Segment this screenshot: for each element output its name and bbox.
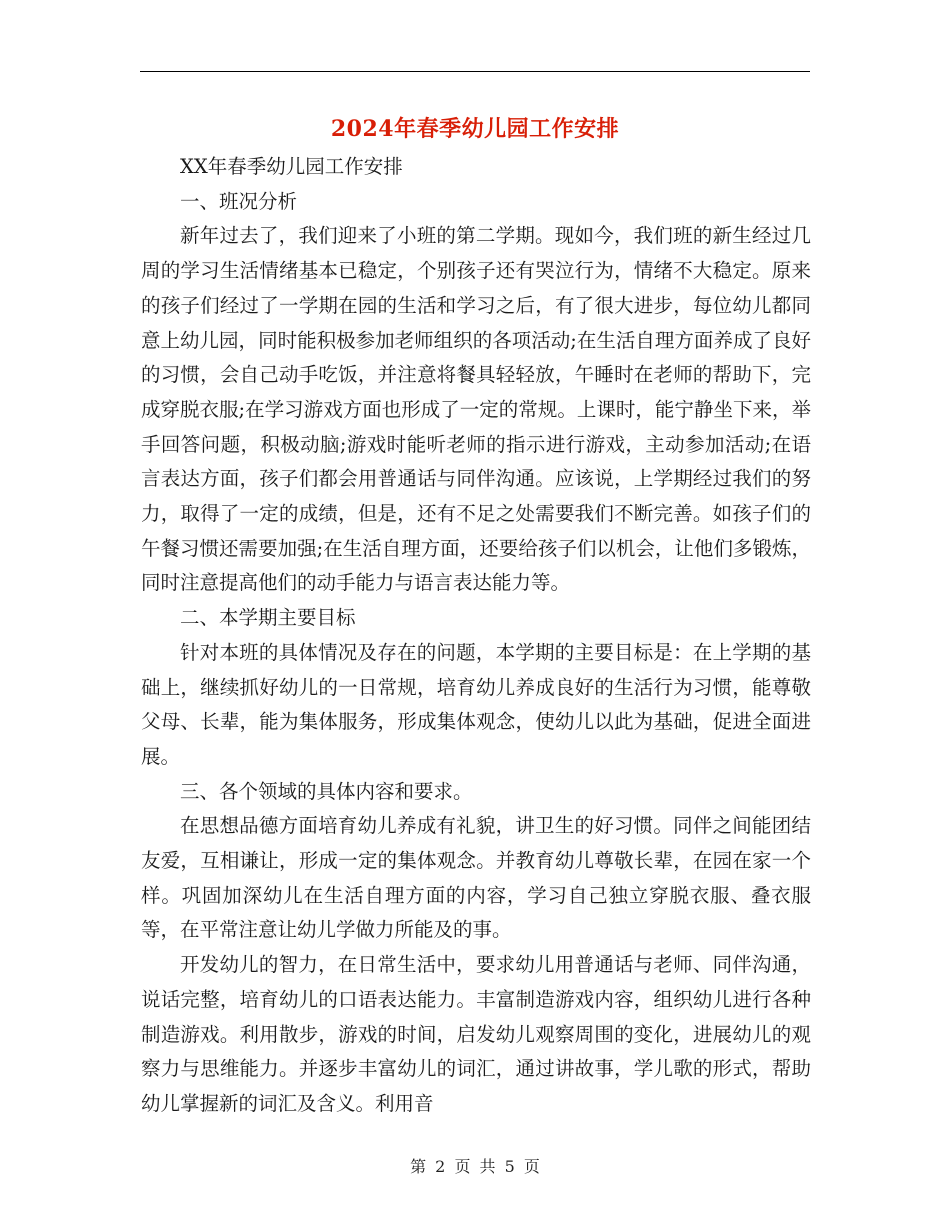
section-heading-class-analysis: 一、班况分析	[180, 189, 298, 213]
header-rule	[140, 71, 810, 72]
section-heading-domain-content: 三、各个领域的具体内容和要求。	[180, 779, 473, 803]
body-paragraph: 针对本班的具体情况及存在的问题，本学期的主要目标是：在上学期的基础上，继续抓好幼儿的一日常规，培育幼儿养成良好的生活行为习惯，能尊敬父母、长辈，能为集体服务，形成集体观念，使幼儿以此为基础，促进全面进展。	[141, 640, 811, 768]
section-heading-main-goals: 二、本学期主要目标	[180, 606, 356, 630]
document-body	[141, 150, 811, 1122]
document-title: 2024年春季幼儿园工作安排	[330, 116, 620, 142]
page-number-footer: 第 2 页 共 5 页	[410, 1157, 540, 1176]
subtitle-paragraph: XX年春季幼儿园工作安排	[180, 155, 403, 178]
body-paragraph: 在思想品德方面培育幼儿养成有礼貌，讲卫生的好习惯。同伴之间能团结友爱，互相谦让，形成一定的集体观念。并教育幼儿尊敬长辈，在园在家一个样。巩固加深幼儿在生活自理方面的内容，学习自己独立穿脱衣服、叠衣服等，在平常注意让幼儿学做力所能及的事。	[141, 814, 811, 942]
body-paragraph: 开发幼儿的智力，在日常生活中，要求幼儿用普通话与老师、同伴沟通，说话完整，培育幼儿的口语表达能力。丰富制造游戏内容，组织幼儿进行各种制造游戏。利用散步，游戏的时间，启发幼儿观察周围的变化，进展幼儿的观察力与思维能力。并逐步丰富幼儿的词汇，通过讲故事，学儿歌的形式，帮助幼儿掌握新的词汇及含义。利用音	[141, 953, 811, 1115]
body-paragraph: 新年过去了，我们迎来了小班的第二学期。现如今，我们班的新生经过几周的学习生活情绪基本已稳定，个别孩子还有哭泣行为，情绪不大稳定。原来的孩子们经过了一学期在园的生活和学习之后，有了很大进步，每位幼儿都同意上幼儿园，同时能积极参加老师组织的各项活动;在生活自理方面养成了良好的习惯，会自己动手吃饭，并注意将餐具轻轻放，午睡时在老师的帮助下，完成穿脱衣服;在学习游戏方面也形成了一定的常规。上课时，能宁静坐下来，举手回答问题，积极动脑;游戏时能听老师的指示进行游戏，主动参加活动;在语言表达方面，孩子们都会用普通话与同伴沟通。应该说，上学期经过我们的努力，取得了一定的成绩，但是，还有不足之处需要我们不断完善。如孩子们的午餐习惯还需要加强;在生活自理方面，还要给孩子们以机会，让他们多锻炼，同时注意提高他们的动手能力与语言表达能力等。	[141, 224, 811, 595]
